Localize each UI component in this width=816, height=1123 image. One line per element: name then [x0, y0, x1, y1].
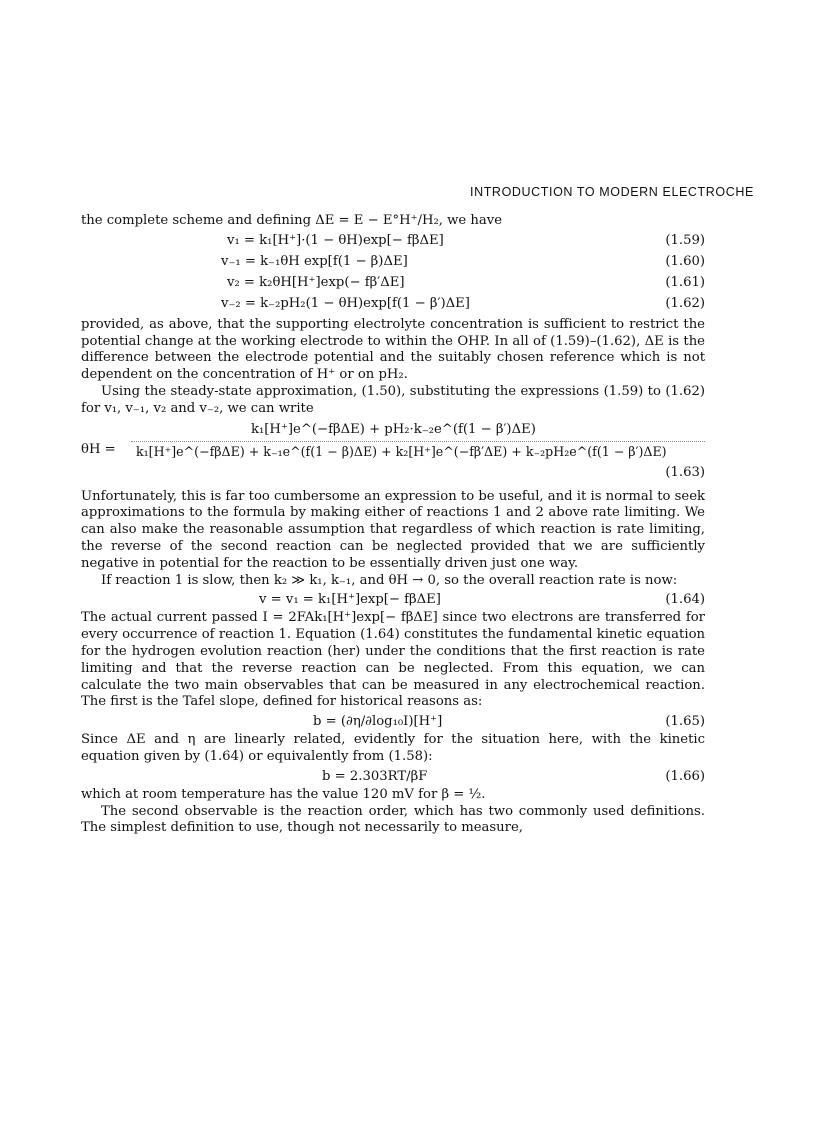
page-body	[81, 213, 705, 837]
paragraph-room-temperature: which at room temperature has the value 120 mV for β = ½.	[81, 786, 486, 802]
equation-1-63	[81, 422, 705, 486]
paragraph-actual-current: The actual current passed I = 2FAk₁[H⁺]exp[− fβΔE] since two electrons are transferred for every occurrence of reaction 1. Equation (1.64) constitutes the fundamental kinetic equation for the hydrogen evolution reaction (her) under the conditions that the first reaction is rate limiting and that the reverse reaction can be neglected. From this equation, we can calculate the two main observables that can be measured in any electrochemical reaction. The first is the Tafel slope, defined for historical reasons as:	[81, 610, 705, 710]
equation-number: (1.66)	[665, 768, 705, 784]
paragraph-supporting-electrolyte: provided, as above, that the supporting electrolyte concentration is sufficient to restrict the potential change at the working electrode to within the OHP. In all of (1.59)–(1.62), ΔE is the difference between the electrode potential and the suitably chosen reference which is not dependent on the concentration of H⁺ or on pH₂.	[81, 316, 705, 383]
equation-number: (1.64)	[665, 592, 705, 608]
equation-1-59	[81, 230, 705, 251]
equation-1-61	[81, 272, 705, 293]
fraction-bar	[131, 441, 705, 442]
equation-expr: v₁ = k₁[H⁺]·(1 − θH)exp[− fβΔE]	[227, 232, 444, 248]
equation-number: (1.61)	[665, 274, 705, 290]
equation-number: (1.63)	[665, 464, 705, 480]
equation-number: (1.59)	[665, 232, 705, 248]
equation-expr: v₂ = k₂θH[H⁺]exp(− fβ′ΔE]	[227, 274, 405, 290]
paragraph-linear-relation: Since ΔE and η are linearly related, evidently for the situation here, with the kinetic equation given by (1.64) or equivalently from (1.58):	[81, 732, 705, 764]
equation-number: (1.65)	[665, 714, 705, 730]
equation-1-66	[81, 766, 705, 787]
equation-expr: v₋₁ = k₋₁θH exp[f(1 − β)ΔE]	[221, 253, 408, 269]
equation-lhs: θH =	[81, 441, 116, 457]
equation-1-60	[81, 251, 705, 272]
equation-1-64	[81, 589, 705, 610]
fraction-numerator: k₁[H⁺]e^(−fβΔE) + pH₂·k₋₂e^(f(1 − β′)ΔE)	[251, 421, 536, 437]
equation-1-65	[81, 711, 705, 732]
paragraph-reaction-slow: If reaction 1 is slow, then k₂ ≫ k₁, k₋₁, and θH → 0, so the overall reaction rate is now:	[101, 572, 678, 588]
equation-expr: v₋₂ = k₋₂pH₂(1 − θH)exp[f(1 − β′)ΔE]	[221, 295, 470, 311]
equation-expr: v = v₁ = k₁[H⁺]exp[− fβΔE]	[259, 592, 441, 608]
running-header: INTRODUCTION TO MODERN ELECTROCHE	[470, 185, 754, 199]
intro-line: the complete scheme and defining ΔE = E − E°H⁺/H₂, we have	[81, 213, 503, 228]
paragraph-steady-state: Using the steady-state approximation, (1.50), substituting the expressions (1.59) to (1.62) for v₁, v₋₁, v₂ and v₋₂, we can write	[81, 383, 705, 416]
equation-expr: b = 2.303RT/βF	[322, 768, 428, 784]
equation-number: (1.62)	[665, 295, 705, 311]
equation-expr: b = (∂η/∂log₁₀I)[H⁺]	[313, 714, 443, 730]
paragraph-approximations: Unfortunately, this is far too cumbersome an expression to be useful, and it is normal to seek approximations to the formula by making either of reactions 1 and 2 above rate limiting. We can also make the reasonable assumption that regardless of which reaction is rate limiting, the reverse of the second reaction can be neglected provided that we are sufficiently negative in potential for the reaction to be essentially driven just one way.	[81, 488, 705, 571]
equation-number: (1.60)	[665, 253, 705, 269]
paragraph-reaction-order: The second observable is the reaction order, which has two commonly used definitions. The simplest definition to use, though not necessarily to measure,	[81, 803, 705, 836]
equation-1-62	[81, 293, 705, 314]
fraction-denominator: k₁[H⁺]e^(−fβΔE) + k₋₁e^(f(1 − β)ΔE) + k₂[H⁺]e^(−fβ′ΔE) + k₋₂pH₂e^(f(1 − β′)ΔE)	[136, 443, 667, 459]
